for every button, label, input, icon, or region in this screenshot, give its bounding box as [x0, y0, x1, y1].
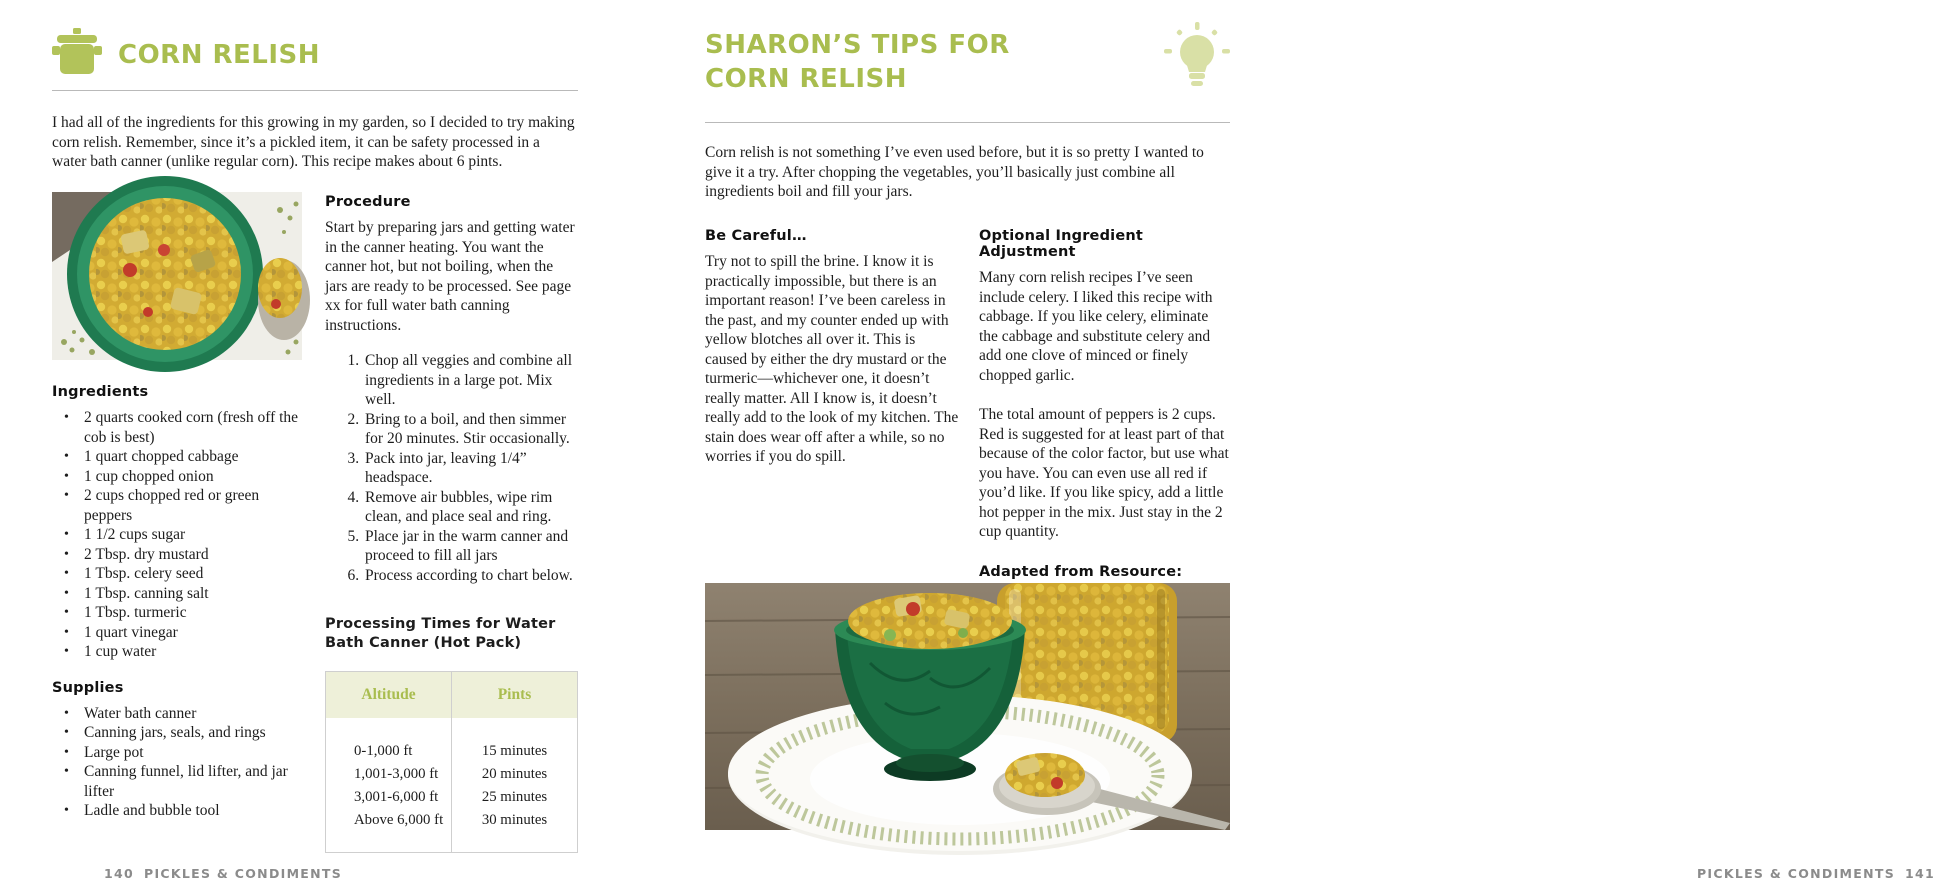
- table-cell: 0-1,000 ft: [354, 742, 413, 759]
- left-column: [52, 192, 302, 821]
- supplies-heading: Supplies: [52, 679, 124, 696]
- section-name: PICKLES & CONDIMENTS: [1696, 866, 1895, 881]
- supplies-section: [52, 680, 302, 821]
- adapted-heading: Adapted from Resource:: [979, 563, 1183, 580]
- table-row: [326, 809, 578, 853]
- table-header-row: [326, 672, 578, 718]
- list-item: 3. Pack into jar, leaving 1/4” headspace.: [363, 449, 578, 488]
- processing-times-table: [325, 671, 578, 853]
- table-cell: 25 minutes: [452, 786, 578, 809]
- lightbulb-icon: [1164, 22, 1230, 93]
- column-header-pints: Pints: [452, 672, 578, 718]
- list-item: • 2 Tbsp. dry mustard: [60, 545, 302, 565]
- list-item: • 1 Tbsp. celery seed: [60, 564, 302, 584]
- table-row: [326, 763, 578, 786]
- list-item: • 1 Tbsp. canning salt: [60, 584, 302, 604]
- section-name: PICKLES & CONDIMENTS: [144, 866, 343, 881]
- list-item: • Canning funnel, lid lifter, and jar lifter: [60, 762, 302, 801]
- optional-adjustment-para1: Many corn relish recipes I’ve seen include celery. I liked this recipe with cabbage. If you like celery, eliminate the cabbage and substitute celery and add one clove of minced or finely chopped garlic.: [979, 269, 1213, 384]
- list-item: • Water bath canner: [60, 704, 302, 724]
- list-item: • 1 Tbsp. turmeric: [60, 603, 302, 623]
- list-item: • Large pot: [60, 743, 302, 763]
- optional-adjustment-para2: The total amount of peppers is 2 cups. Red is suggested for at least part of that because of the color factor, but use what you have. You can even use all red if you’d like. If you like spicy, add a little hot pepper in the mix. Just stay in the 2 cup quantity.: [979, 406, 1229, 540]
- tips-title-line2: CORN RELISH: [705, 64, 908, 94]
- ingredients-list: [60, 408, 302, 662]
- table-cell: 30 minutes: [452, 809, 578, 853]
- header-rule: [52, 90, 578, 91]
- page-number: 141: [1905, 866, 1935, 881]
- procedure-intro: Start by preparing jars and getting water in the canner heating. You want the canner hot, but not boiling, when the jars are ready to be processed. See page xx for full water bath canning instructions.: [325, 219, 575, 334]
- be-careful-column: [705, 228, 961, 467]
- supplies-list: [60, 704, 302, 821]
- optional-adjustment-heading: Optional Ingredient Adjustment: [979, 228, 1144, 260]
- recipe-header: [52, 28, 320, 81]
- left-page-footer: [104, 866, 342, 881]
- processing-table-heading: Processing Times for Water Bath Canner (Hot Pack): [325, 616, 556, 651]
- be-careful-body: Try not to spill the brine. I know it is practically impossible, but there is an important reason! I’ve been careless in the past, and my counter ended up with yellow blotches all over it. This is caused by either the dry mustard or the turmeric—whichever one, it doesn’t really matter. All I know is, it doesn’t really add to the look of my kitchen. The stain does wear off after a while, so no worries if you do spill.: [705, 253, 959, 465]
- list-item: • Ladle and bubble tool: [60, 801, 302, 821]
- table-cell: 3,001-6,000 ft: [354, 788, 439, 805]
- corn-relish-photo-top: [52, 192, 302, 360]
- table-cell: 15 minutes: [452, 718, 578, 763]
- left-page: [52, 0, 578, 890]
- list-item: 4. Remove air bubbles, wipe rim clean, and place seal and ring.: [363, 488, 578, 527]
- list-item: 6. Process according to chart below.: [363, 566, 578, 586]
- tips-intro: Corn relish is not something I’ve even used before, but it is so pretty I wanted to give it a try. After chopping the vegetables, you’ll basically just combine all ingredients boil and fill your jars.: [705, 144, 1204, 200]
- right-page-footer: [1410, 866, 1935, 881]
- right-page: [705, 0, 1935, 890]
- list-item: • 1 cup water: [60, 642, 302, 662]
- optional-adjustment-column: [979, 228, 1230, 607]
- corn-relish-photo-bowl: [705, 583, 1230, 830]
- table-body: [326, 718, 578, 853]
- list-item: 2. Bring to a boil, and then simmer for 20 minutes. Stir occasionally.: [363, 410, 578, 449]
- table-row: [326, 718, 578, 763]
- list-item: • 1 quart vinegar: [60, 623, 302, 643]
- table-cell: 1,001-3,000 ft: [354, 765, 439, 782]
- table-cell: Above 6,000 ft: [354, 811, 444, 828]
- list-item: • Canning jars, seals, and rings: [60, 723, 302, 743]
- list-item: • 1 1/2 cups sugar: [60, 525, 302, 545]
- procedure-steps: [339, 351, 578, 585]
- ingredients-section: [52, 384, 302, 662]
- procedure-heading: Procedure: [325, 194, 411, 210]
- list-item: • 2 cups chopped red or green peppers: [60, 486, 302, 525]
- table-row: [326, 786, 578, 809]
- list-item: • 1 quart chopped cabbage: [60, 447, 302, 467]
- table-cell: 20 minutes: [452, 763, 578, 786]
- procedure-column: [325, 194, 578, 853]
- tips-header: [705, 28, 1135, 96]
- recipe-intro: I had all of the ingredients for this growing in my garden, so I decided to try making corn relish. Remember, since it’s a pickled item, it can be safety processed in a water bath canner (unlike regular corn). This recipe makes about 6 pints.: [52, 114, 575, 170]
- tips-header-rule: [705, 122, 1230, 123]
- canning-pot-icon: [52, 28, 102, 81]
- recipe-title: CORN RELISH: [118, 39, 321, 70]
- list-item: 5. Place jar in the warm canner and proceed to fill all jars: [363, 527, 578, 566]
- page-number: 140: [104, 866, 134, 881]
- be-careful-heading: Be Careful…: [705, 228, 807, 244]
- list-item: • 1 cup chopped onion: [60, 467, 302, 487]
- list-item: 1. Chop all veggies and combine all ingredients in a large pot. Mix well.: [363, 351, 578, 410]
- tips-title-line1: SHARON’S TIPS FOR: [705, 30, 1010, 60]
- list-item: • 2 quarts cooked corn (fresh off the cob is best): [60, 408, 302, 447]
- ingredients-heading: Ingredients: [52, 384, 149, 400]
- column-header-altitude: Altitude: [326, 672, 452, 718]
